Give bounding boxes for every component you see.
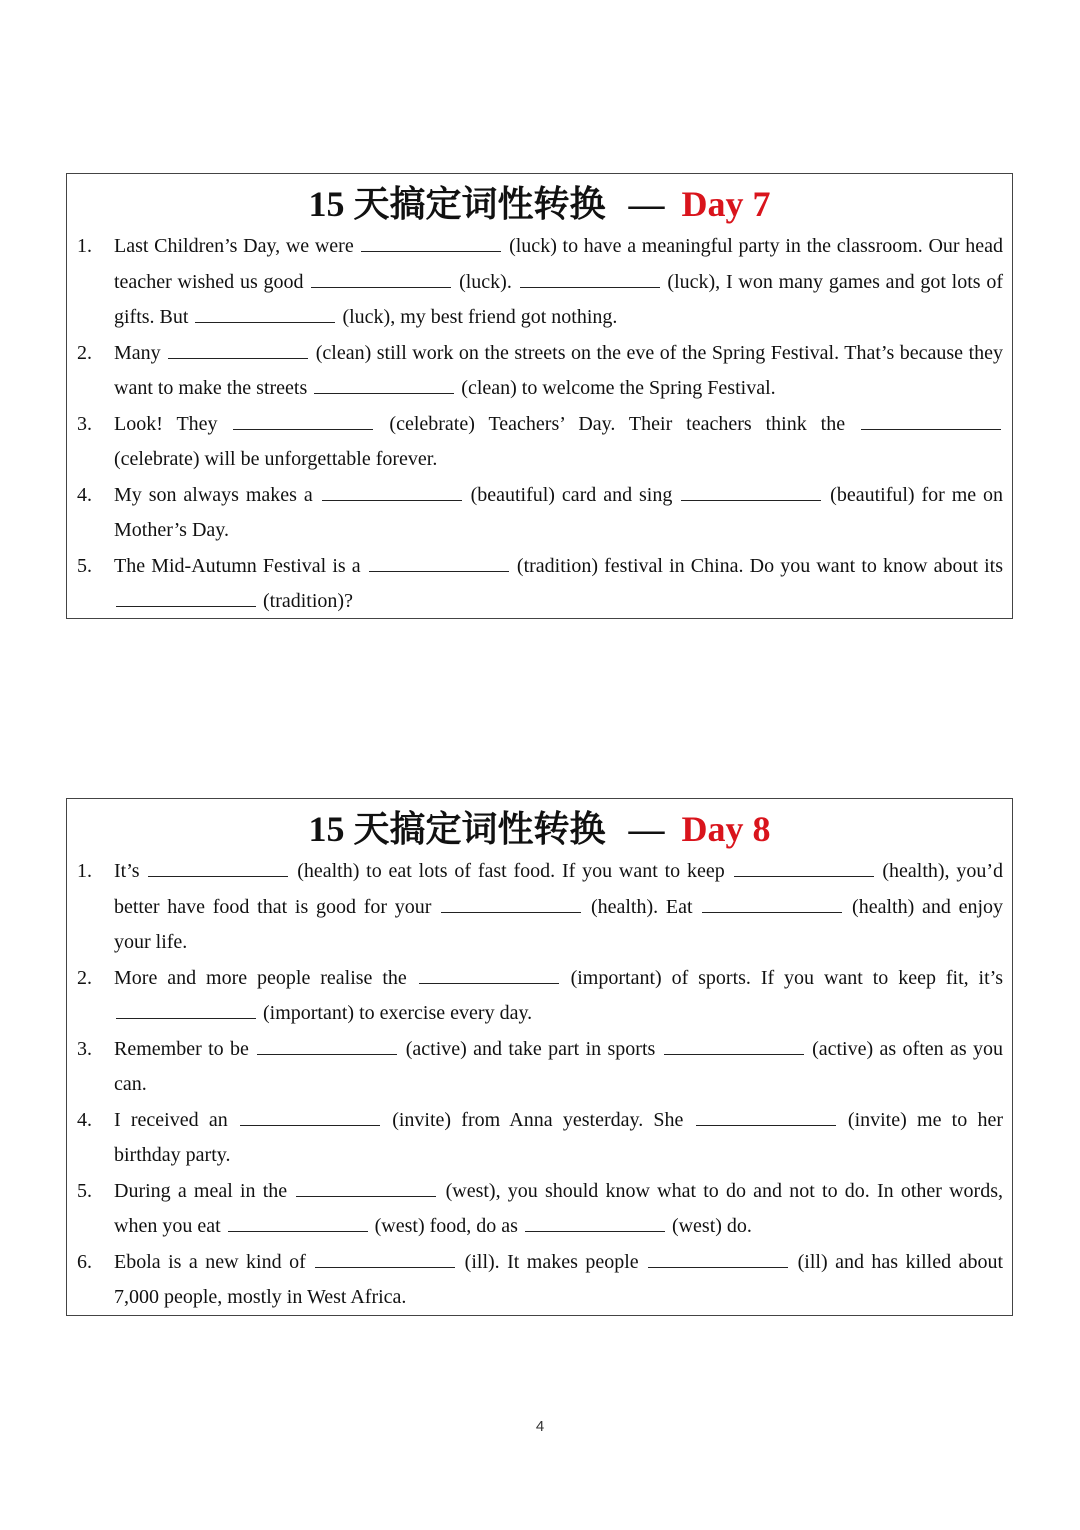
exercise-item <box>67 407 1012 478</box>
item-text: During a meal in the <box>114 1179 288 1202</box>
item-text: (active) and take part in sports <box>405 1037 656 1060</box>
answer-blank[interactable] <box>195 306 335 323</box>
item-text: Remember to be <box>114 1037 249 1060</box>
item-text: (west), you should know what to do and not to do. In other words, when you eat <box>114 1179 1003 1237</box>
answer-blank[interactable] <box>311 271 451 288</box>
item-text: (tradition) festival in China. Do you want to know about its <box>516 554 1004 577</box>
item-text: (celebrate) Teachers’ Day. Their teachers think the <box>389 412 846 435</box>
answer-blank[interactable] <box>525 1215 665 1232</box>
answer-blank[interactable] <box>664 1038 804 1055</box>
item-number: 1. <box>77 860 92 882</box>
item-text: (beautiful) card and sing <box>470 483 673 506</box>
title-day-label: Day 7 <box>681 184 771 224</box>
item-text: My son always makes a <box>114 483 313 506</box>
item-number: 5. <box>77 554 92 577</box>
answer-blank[interactable] <box>257 1038 397 1055</box>
item-number: 3. <box>77 412 92 435</box>
answer-blank[interactable] <box>361 235 501 252</box>
title-number: 15 <box>308 184 345 224</box>
answer-blank[interactable] <box>116 1002 256 1019</box>
exercise-list <box>67 229 1012 620</box>
exercise-item <box>67 478 1012 549</box>
item-text: (important) to exercise every day. <box>263 1002 533 1024</box>
item-number: 1. <box>77 235 92 257</box>
item-text: (important) of sports. If you want to keep fit, it’s <box>570 966 1003 989</box>
item-text: (health) to eat lots of fast food. If you want to keep <box>297 860 725 882</box>
item-text: (health) and enjoy your life. <box>114 895 1004 953</box>
item-text: (luck), I won many games and got lots of gifts. But <box>114 270 1004 328</box>
answer-blank[interactable] <box>681 484 821 501</box>
item-text: (health), you’d better have food that is good for your <box>114 860 1004 918</box>
title-dash: — <box>628 184 665 224</box>
item-text: Ebola is a new kind of <box>114 1250 306 1273</box>
item-text: The Mid-Autumn Festival is a <box>114 554 361 577</box>
item-text: Last Children’s Day, we were <box>114 235 354 257</box>
answer-blank[interactable] <box>228 1215 368 1232</box>
item-number: 4. <box>77 1108 92 1131</box>
exercise-item <box>67 961 1012 1032</box>
title-dash: — <box>628 809 665 849</box>
answer-blank[interactable] <box>233 413 373 430</box>
answer-blank[interactable] <box>520 271 660 288</box>
answer-blank[interactable] <box>322 484 462 501</box>
item-text: (tradition)? <box>263 590 353 612</box>
worksheet-title <box>67 184 1012 225</box>
item-number: 4. <box>77 483 92 506</box>
item-text: (invite) me to her birthday party. <box>114 1108 1004 1166</box>
exercise-item <box>67 1103 1012 1174</box>
answer-blank[interactable] <box>441 896 581 913</box>
worksheet-day-7 <box>66 173 1013 619</box>
exercise-item <box>67 229 1012 336</box>
exercise-list <box>67 854 1012 1316</box>
worksheet-title <box>67 809 1012 850</box>
answer-blank[interactable] <box>116 590 256 607</box>
item-text: Look! They <box>114 412 218 435</box>
item-text: (clean) to welcome the Spring Festival. <box>461 377 776 399</box>
worksheet-day-8 <box>66 798 1013 1316</box>
answer-blank[interactable] <box>419 967 559 984</box>
answer-blank[interactable] <box>296 1180 436 1197</box>
title-chinese: 天搞定词性转换 <box>353 184 606 225</box>
item-number: 2. <box>77 966 92 989</box>
exercise-item <box>67 336 1012 407</box>
item-text: (luck) to have a meaningful party in the classroom. Our head teacher wished us good <box>114 235 1004 293</box>
item-text: (west) food, do as <box>374 1215 518 1237</box>
answer-blank[interactable] <box>702 896 842 913</box>
answer-blank[interactable] <box>168 342 308 359</box>
item-text: (invite) from Anna yesterday. She <box>392 1108 684 1131</box>
answer-blank[interactable] <box>696 1109 836 1126</box>
exercise-item <box>67 1174 1012 1245</box>
answer-blank[interactable] <box>861 413 1001 430</box>
item-number: 2. <box>77 341 92 364</box>
answer-blank[interactable] <box>314 377 454 394</box>
item-text: (ill). It makes people <box>464 1250 639 1273</box>
item-text: It’s <box>114 860 140 882</box>
answer-blank[interactable] <box>369 555 509 572</box>
answer-blank[interactable] <box>240 1109 380 1126</box>
item-number: 6. <box>77 1250 92 1273</box>
item-text: (clean) still work on the streets on the eve of the Spring Festival. That’s because they want to make the streets <box>114 341 1004 399</box>
title-chinese: 天搞定词性转换 <box>353 809 606 850</box>
page-number: 4 <box>535 1418 545 1435</box>
item-text: (luck). <box>459 270 512 293</box>
answer-blank[interactable] <box>148 860 288 877</box>
item-text: (active) as often as you can. <box>114 1037 1004 1095</box>
item-text: (ill) and has killed about 7,000 people, mostly in West Africa. <box>114 1250 1003 1308</box>
item-text: (beautiful) for me on Mother’s Day. <box>114 483 1004 541</box>
exercise-item <box>67 549 1012 620</box>
exercise-item <box>67 854 1012 961</box>
item-text: More and more people realise the <box>114 966 407 989</box>
item-number: 5. <box>77 1179 92 1202</box>
answer-blank[interactable] <box>315 1251 455 1268</box>
item-text: (luck), my best friend got nothing. <box>342 306 618 328</box>
exercise-item <box>67 1245 1012 1316</box>
answer-blank[interactable] <box>648 1251 788 1268</box>
answer-blank[interactable] <box>734 860 874 877</box>
title-number: 15 <box>308 809 345 849</box>
item-number: 3. <box>77 1037 92 1060</box>
item-text: I received an <box>114 1108 228 1131</box>
item-text: Many <box>114 341 161 364</box>
item-text: (west) do. <box>671 1215 752 1237</box>
title-day-label: Day 8 <box>681 809 771 849</box>
item-text: (celebrate) will be unforgettable forever. <box>114 448 438 470</box>
item-text: (health). Eat <box>590 895 693 918</box>
exercise-item <box>67 1032 1012 1103</box>
